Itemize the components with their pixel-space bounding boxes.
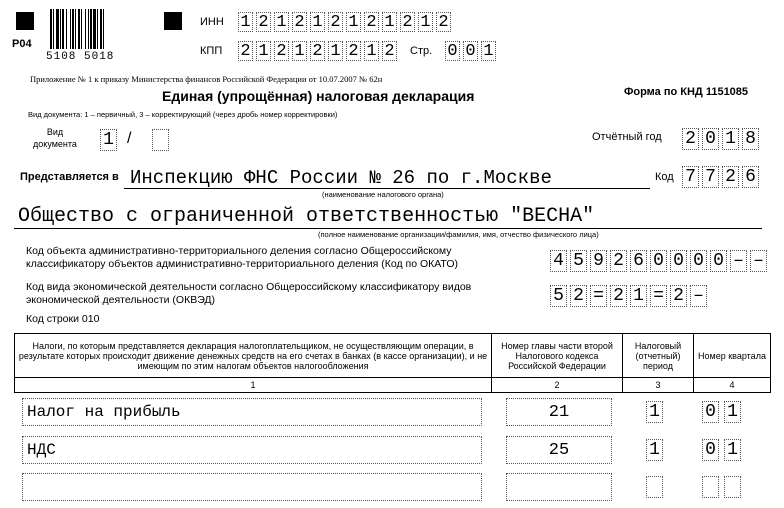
doc-type-value[interactable]: 1 [100,129,117,151]
page-number-field[interactable] [445,41,499,61]
okved-digit-cell: – [690,285,707,307]
tax-period-field[interactable]: 1 [646,439,663,461]
col-number-3: 3 [623,378,694,393]
inn-digit-cell: 1 [238,12,253,32]
page-code: Р04 [12,38,32,50]
okato-digit-cell: 9 [590,250,607,272]
barcode-bar [100,9,102,49]
barcode-bar [93,9,96,49]
header-tax: Налоги, по которым представляется декларация налогоплательщиком, не осуществляющим операции, в результате которых происходит движение денежных средств на его счетах в банках (в кассе организации), и не имеющим по этим налогам объектов налогообложения [15,334,492,378]
okved-digit-cell: = [650,285,667,307]
okato-digit-cell: – [730,250,747,272]
report-year-digit-cell: 1 [722,128,739,150]
inn-digit-cell: 2 [292,12,307,32]
tax-code-digit-cell: 7 [682,166,699,188]
okved-digit-cell: 2 [670,285,687,307]
okato-digit-cell: 5 [570,250,587,272]
inn-digit-cell: 2 [364,12,379,32]
kpp-digit-cell: 2 [274,41,289,61]
inn-digit-cell: 1 [346,12,361,32]
tax-table-header [14,333,771,393]
col-number-4: 4 [694,378,771,393]
header-period: Налоговый (отчетный) период [623,334,694,378]
okato-digit-cell: 2 [610,250,627,272]
code-label: Код [655,171,674,183]
doc-type-slash: / [127,130,132,147]
barcode-bar [78,9,80,49]
doc-type-label [30,126,80,150]
barcode-bar [90,9,92,49]
doc-type-label-line1: Вид [46,127,64,137]
page-digit-cell: 1 [481,41,496,61]
inn-label: ИНН [200,16,224,28]
barcode-bar [75,9,76,49]
report-year-field[interactable] [682,128,762,150]
appendix-note: Приложение № 1 к приказу Министерства финансов Российской Федерации от 10.07.2007 № 62н [30,74,383,84]
okved-field[interactable] [550,285,710,307]
tax-quarter-digit[interactable]: 1 [724,439,741,461]
inn-digit-cell: 2 [328,12,343,32]
kpp-digit-cell: 2 [382,41,397,61]
barcode-bar [97,9,98,49]
inn-digit-cell: 2 [436,12,451,32]
okved-label-line2: экономической деятельности (ОКВЭД) [26,294,216,306]
tax-authority-caption: (наименование налогового органа) [322,190,444,199]
tax-quarter-digit[interactable] [724,476,741,498]
submitted-to-label: Представляется в [20,171,119,183]
doc-type-note: Вид документа: 1 – первичный, 3 – корректирующий (через дробь номер корректировки) [28,110,338,119]
kpp-label: КПП [200,45,223,57]
col-number-1: 1 [15,378,492,393]
okato-digit-cell: 6 [630,250,647,272]
tax-code-digit-cell: 7 [702,166,719,188]
organization-name-field[interactable]: Общество с ограниченной ответственностью "ВЕСНА" [18,205,595,228]
header-chapter: Номер главы части второй Налогового кодекса Российской Федерации [492,334,623,378]
okved-digit-cell: 2 [610,285,627,307]
tax-code-digit-cell: 2 [722,166,739,188]
tax-chapter-field[interactable]: 21 [506,398,612,426]
tax-authority-underline [124,188,650,189]
page-digit-cell: 0 [445,41,460,61]
report-year-digit-cell: 2 [682,128,699,150]
row-code-label: Код строки 010 [26,313,100,325]
tax-quarter-digit[interactable]: 0 [702,401,719,423]
form-knd: Форма по КНД 1151085 [624,86,749,98]
okved-label [26,281,471,307]
col-number-2: 2 [492,378,623,393]
barcode-bar [85,9,86,49]
report-year-digit-cell: 0 [702,128,719,150]
tax-code-digit-cell: 6 [742,166,759,188]
page-label: Стр. [410,45,433,57]
corner-marker-left [16,12,34,30]
inn-field[interactable] [238,12,454,32]
organization-underline [14,228,762,229]
okved-digit-cell: 5 [550,285,567,307]
okato-field[interactable] [550,250,770,272]
kpp-digit-cell: 1 [256,41,271,61]
kpp-digit-cell: 2 [238,41,253,61]
inn-digit-cell: 1 [310,12,325,32]
inn-digit-cell: 2 [256,12,271,32]
barcode-bar [72,9,74,49]
organization-caption: (полное наименование организации/фамилия, имя, отчество физического лица) [318,230,599,239]
kpp-digit-cell: 1 [364,41,379,61]
inn-digit-cell: 1 [418,12,433,32]
okato-digit-cell: – [750,250,767,272]
barcode-bar [70,9,71,49]
corner-marker-right [164,12,182,30]
tax-authority-code-field[interactable] [682,166,762,188]
tax-chapter-field[interactable]: 25 [506,436,612,464]
kpp-digit-cell: 1 [292,41,307,61]
barcode-bar [66,9,67,49]
tax-chapter-field[interactable] [506,473,612,501]
report-year-label: Отчётный год [592,131,662,143]
barcode-number: 5108 5018 [46,51,115,63]
okato-label [26,245,458,271]
form-title: Единая (упрощённая) налоговая декларация [162,88,475,104]
okved-digit-cell: 1 [630,285,647,307]
tax-name-field[interactable]: НДС [22,436,482,464]
inn-digit-cell: 1 [274,12,289,32]
okato-digit-cell: 0 [670,250,687,272]
tax-period-field[interactable] [646,476,663,498]
barcode-bar [50,9,52,49]
barcode-bar [62,9,64,49]
okved-label-line1: Код вида экономической деятельности согласно Общероссийскому классификатору видов [26,281,472,293]
barcode-bar [56,9,59,49]
kpp-digit-cell: 2 [310,41,325,61]
kpp-digit-cell: 2 [346,41,361,61]
tax-quarter-digit[interactable]: 0 [702,439,719,461]
barcode-bar [88,9,89,49]
okato-digit-cell: 0 [710,250,727,272]
report-year-digit-cell: 8 [742,128,759,150]
barcode-bar [81,9,82,49]
barcode-bar [60,9,61,49]
tax-name-field[interactable]: Налог на прибыль [22,398,482,426]
doc-type-label-line2: документа [33,139,77,149]
okato-label-line2: классификатору объектов административно-территориального деления (Код по ОКАТО) [26,258,459,270]
barcode-bar [53,9,54,49]
okato-label-line1: Код объекта административно-территориального деления согласно Общероссийскому [26,245,452,257]
tax-quarter-digit[interactable] [702,476,719,498]
okved-digit-cell: 2 [570,285,587,307]
page-digit-cell: 0 [463,41,478,61]
inn-digit-cell: 2 [400,12,415,32]
doc-type-correction[interactable] [152,129,169,151]
barcode [50,9,146,49]
barcode-bar [103,9,104,49]
header-quarter: Номер квартала [694,334,771,378]
tax-quarter-digit[interactable]: 1 [724,401,741,423]
okved-digit-cell: = [590,285,607,307]
okato-digit-cell: 0 [650,250,667,272]
tax-period-field[interactable]: 1 [646,401,663,423]
okato-digit-cell: 0 [690,250,707,272]
tax-name-field[interactable] [22,473,482,501]
inn-digit-cell: 1 [382,12,397,32]
tax-authority-field[interactable]: Инспекцию ФНС России № 26 по г.Москве [130,167,552,189]
kpp-field[interactable] [238,41,400,61]
kpp-digit-cell: 1 [328,41,343,61]
okato-digit-cell: 4 [550,250,567,272]
